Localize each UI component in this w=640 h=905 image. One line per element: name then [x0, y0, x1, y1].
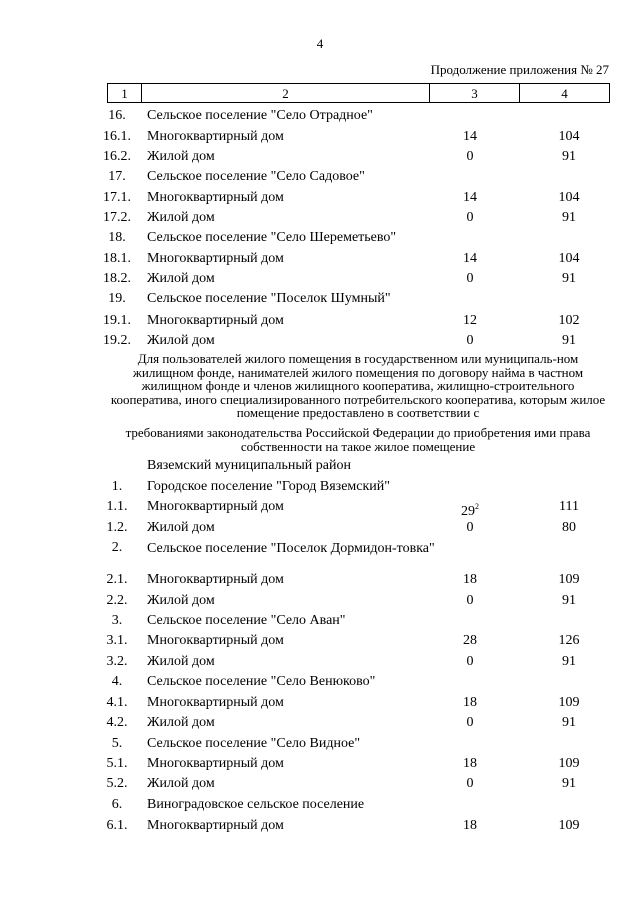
row-name: Жилой дом: [147, 149, 215, 164]
table-row: [0, 477, 640, 497]
row-number: 6.1.: [106, 818, 128, 833]
row-name: Сельское поселение "Поселок Дормидон-товка": [147, 541, 435, 556]
row-number: 3.2.: [106, 654, 128, 669]
table-row: [0, 269, 640, 289]
table-row: [0, 228, 640, 248]
row-name: Многоквартирный дом: [147, 251, 284, 266]
row-value-col4: 109: [558, 756, 580, 771]
row-number: 5.2.: [106, 776, 128, 791]
row-number: 4.: [111, 674, 123, 689]
row-value-col3: 18: [463, 695, 477, 710]
row-number: 19.1.: [103, 313, 131, 328]
row-number: 2.: [111, 540, 123, 555]
table-row: [0, 249, 640, 269]
row-name: Многоквартирный дом: [147, 313, 284, 328]
table-row: [0, 518, 640, 538]
table-row: [0, 672, 640, 692]
page-number: 4: [316, 36, 324, 51]
row-number: 17.2.: [103, 210, 131, 225]
row-number: 2.1.: [106, 572, 128, 587]
note-paragraph-part1: Для пользователей жилого помещения в государственном или муниципаль-ном жилищном фонде, нанимателей жилого помещения по договору найма в частном жилищном фонде и членов жилищного кооператива, жилищно-строительного кооператива, иного специализированного потребительского кооператива, которым жилое помещение предоставлено в соответствии с: [110, 351, 606, 420]
row-value-col3-main: 29: [461, 504, 475, 519]
row-value-col3: 0: [466, 210, 474, 225]
row-name: Многоквартирный дом: [147, 129, 284, 144]
row-value-col3: 0: [466, 149, 474, 164]
table-row: [0, 497, 640, 517]
row-number: 19.2.: [103, 333, 131, 348]
row-name: Многоквартирный дом: [147, 756, 284, 771]
table-row: [0, 774, 640, 794]
row-value-col3: 0: [466, 776, 474, 791]
row-name: Виноградовское сельское поселение: [147, 797, 365, 812]
table-row: [0, 311, 640, 331]
table-row: [0, 734, 640, 754]
district-heading-row: [0, 456, 640, 476]
continuation-label: Продолжение приложения № 27: [430, 62, 609, 77]
table-row: [0, 106, 640, 126]
row-number: 1.: [111, 479, 123, 494]
row-number: 19.: [108, 291, 126, 306]
row-name: Многоквартирный дом: [147, 499, 284, 514]
row-value-col4: 126: [558, 633, 580, 648]
row-number: 18.1.: [103, 251, 131, 266]
row-name: Жилой дом: [147, 210, 215, 225]
row-number: 4.1.: [106, 695, 128, 710]
row-value-col4: 91: [562, 149, 576, 164]
row-value-col3: 14: [463, 190, 477, 205]
row-name: Жилой дом: [147, 776, 215, 791]
table-row: [0, 713, 640, 733]
table-row: [0, 754, 640, 774]
row-number: 5.: [111, 736, 123, 751]
table-row: [0, 289, 640, 309]
row-number: 2.2.: [106, 593, 128, 608]
row-value-col4: 104: [558, 190, 580, 205]
row-name: Многоквартирный дом: [147, 190, 284, 205]
row-value-col4: 91: [562, 654, 576, 669]
table-row: [0, 167, 640, 187]
row-value-col4: 104: [558, 251, 580, 266]
row-name: Сельское поселение "Село Аван": [147, 613, 346, 628]
table-row: [0, 538, 640, 572]
row-value-col4: 91: [562, 776, 576, 791]
row-name: Жилой дом: [147, 654, 215, 669]
table-row: [0, 591, 640, 611]
row-value-col3: 14: [463, 251, 477, 266]
row-value-col3: 0: [466, 520, 474, 535]
row-value-col3: 0: [466, 593, 474, 608]
row-value-col4: 91: [562, 593, 576, 608]
row-value-col3: 18: [463, 818, 477, 833]
footnote-superscript: 2: [475, 502, 479, 511]
row-value-col3: 14: [463, 129, 477, 144]
table-row: [0, 208, 640, 228]
column-header-1: 1: [108, 84, 142, 103]
table-row: [0, 652, 640, 672]
table-row: [0, 570, 640, 590]
row-value-col4: 104: [558, 129, 580, 144]
table-row: [0, 693, 640, 713]
table-row: [0, 795, 640, 815]
row-value-col4: 109: [558, 572, 580, 587]
row-name: Жилой дом: [147, 333, 215, 348]
row-name: Многоквартирный дом: [147, 695, 284, 710]
row-number: 18.: [108, 230, 126, 245]
row-name: Многоквартирный дом: [147, 572, 284, 587]
row-name: Многоквартирный дом: [147, 818, 284, 833]
row-value-col3: 12: [463, 313, 477, 328]
row-number: 17.: [108, 169, 126, 184]
row-name: Городское поселение "Город Вяземский": [147, 479, 391, 494]
row-number: 3.: [111, 613, 123, 628]
row-number: 3.1.: [106, 633, 128, 648]
row-name: Жилой дом: [147, 593, 215, 608]
row-value-col4: 111: [559, 499, 579, 514]
row-number: 1.2.: [106, 520, 128, 535]
row-name: Жилой дом: [147, 520, 215, 535]
row-value-col3: 18: [463, 756, 477, 771]
row-value-col4: 102: [558, 313, 580, 328]
row-value-col4: 109: [558, 818, 580, 833]
row-value-col3: 28: [463, 633, 477, 648]
row-number: 16.1.: [103, 129, 131, 144]
row-name: Сельское поселение "Село Венюково": [147, 674, 376, 689]
row-value-col4: 91: [562, 715, 576, 730]
row-number: 16.2.: [103, 149, 131, 164]
district-heading: Вяземский муниципальный район: [147, 458, 351, 473]
row-value-col3: 0: [466, 271, 474, 286]
row-number: 6.: [111, 797, 123, 812]
row-name: Многоквартирный дом: [147, 633, 284, 648]
row-number: 17.1.: [103, 190, 131, 205]
column-header-2: 2: [142, 84, 430, 103]
note-paragraph-part2: требованиями законодательства Российской Федерации до приобретения ими права собственности на такое жилое помещение: [125, 425, 591, 454]
row-value-col3: 0: [466, 715, 474, 730]
table-row: [0, 631, 640, 651]
row-value-col4: 91: [562, 271, 576, 286]
table-row: [0, 127, 640, 147]
row-number: 5.1.: [106, 756, 128, 771]
row-name: Сельское поселение "Село Шереметьево": [147, 230, 397, 245]
row-name: Сельское поселение "Село Видное": [147, 736, 361, 751]
row-number: 4.2.: [106, 715, 128, 730]
row-name: Жилой дом: [147, 715, 215, 730]
row-value-col3: 18: [463, 572, 477, 587]
row-value-col4: 91: [562, 333, 576, 348]
table-row: [0, 188, 640, 208]
column-header-4: 4: [520, 84, 610, 103]
table-row: [0, 147, 640, 167]
row-number: 1.1.: [106, 499, 128, 514]
row-name: Сельское поселение "Село Садовое": [147, 169, 365, 184]
table-row: [0, 611, 640, 631]
row-name: Жилой дом: [147, 271, 215, 286]
row-value-col4: 91: [562, 210, 576, 225]
table-row: [0, 331, 640, 351]
row-value-col4: 80: [562, 520, 576, 535]
row-name: Сельское поселение "Село Отрадное": [147, 108, 373, 123]
row-number: 18.2.: [103, 271, 131, 286]
row-value-col3: 0: [466, 654, 474, 669]
row-value-col3: 0: [466, 333, 474, 348]
column-header-3: 3: [430, 84, 520, 103]
table-row: [0, 816, 640, 836]
row-value-col4: 109: [558, 695, 580, 710]
row-name: Сельское поселение "Поселок Шумный": [147, 291, 391, 306]
row-number: 16.: [108, 108, 126, 123]
